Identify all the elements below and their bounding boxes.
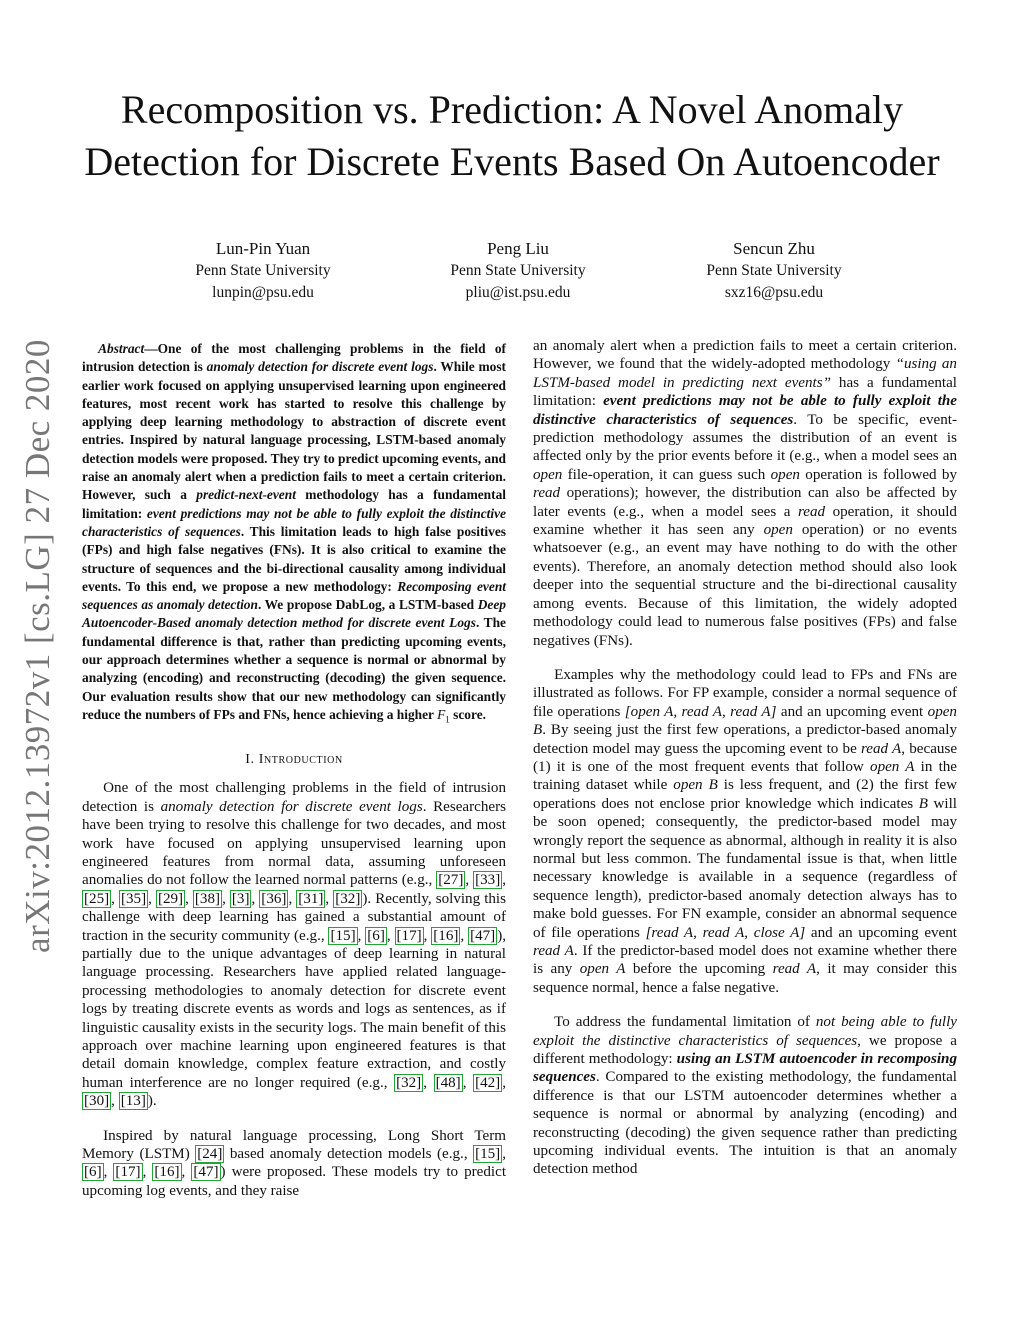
body-text: . If the predictor-based model does not examine whether there is any: [533, 943, 957, 978]
citation-link[interactable]: [6]: [367, 927, 385, 944]
body-text: operation) or no events whatsoever (e.g., an event may have nothing to do with the other events). Therefore, an anomaly detection method should also look deeper into the sequential structure and the bi-directional causality among events. Because of this limitation, the widely adopted methodology could lead to numerous false positives (FPs) and false negatives (FNs).: [533, 522, 957, 649]
math-subscript: 1: [445, 714, 450, 725]
body-emphasis: read: [797, 503, 826, 520]
body-text: file-operation, it can guess such: [562, 466, 771, 483]
citation-link[interactable]: [27]: [438, 872, 464, 889]
abstract-emphasis: event predictions may not be able to fully exploit the distinctive characteristics of sequences: [82, 505, 506, 539]
abstract-text: . We propose DabLog, a LSTM-based: [257, 597, 478, 613]
citation-link[interactable]: [30]: [84, 1093, 110, 1110]
author-block-3: [654, 238, 894, 304]
body-text: . Compared to the existing methodology, the fundamental difference is that our LSTM autoencoder determines whether a sequence is normal or abnormal by analyzing (encoding) and reconstructing (decoding) the given sequence rather than predicting upcoming individual events. The intuition is that an anomaly detection method: [533, 1069, 957, 1178]
citation-link[interactable]: [16]: [154, 1164, 180, 1181]
body-text: and an upcoming event: [805, 924, 957, 941]
body-emphasis: read A: [533, 943, 574, 959]
author-name: Lun-Pin Yuan: [215, 239, 311, 258]
author-affiliation: Penn State University: [450, 262, 586, 279]
paragraph-gap: [533, 650, 957, 666]
citation-link[interactable]: [17]: [115, 1164, 141, 1181]
abstract-text: score.: [449, 706, 486, 722]
abstract-emphasis: anomaly detection for discrete event logs: [206, 359, 434, 375]
author-block-2: [398, 238, 638, 304]
body-emphasis: read A: [772, 961, 817, 978]
body-strong-emphasis: event predictions may not be able to fully exploit the distinctive characteristics of sequences: [533, 393, 957, 428]
arxiv-stamp: arXiv:2012.13972v1 [cs.LG] 27 Dec 2020: [18, 339, 58, 953]
citation-link[interactable]: [24]: [197, 1146, 223, 1163]
citation-link[interactable]: [32]: [335, 890, 361, 907]
body-text: ) were proposed. These models try to predict upcoming log events, and they raise: [82, 1164, 507, 1199]
paragraph-gap: [82, 1111, 506, 1127]
body-text: an anomaly alert when a prediction fails to meet a certain criterion. However, we found that the widely-adopted methodology: [533, 338, 957, 373]
citation-link[interactable]: [17]: [396, 927, 422, 944]
body-text: in the training dataset while: [533, 758, 958, 794]
body-emphasis: open A: [870, 758, 915, 775]
body-emphasis: read A: [860, 740, 902, 757]
math-f: F: [437, 706, 446, 722]
body-text: is less frequent, and (2) the first few operations does not enclose prior knowledge which indicates: [533, 777, 957, 812]
citation-link[interactable]: [31]: [298, 890, 324, 907]
body-text: has a fundamental limitation:: [533, 374, 957, 410]
body-emphasis: open B: [673, 777, 718, 794]
abstract-text: methodology has a fundamental limitation:: [82, 487, 506, 521]
body-emphasis: open B: [533, 703, 957, 739]
author-affiliation: Penn State University: [195, 262, 331, 279]
author-name: Sencun Zhu: [733, 239, 815, 258]
abstract-emphasis: Deep Autoencoder-Based anomaly detection method for discrete event Logs: [82, 597, 506, 631]
body-text: . To be specific, event-prediction methodology assumes the distribution of an event is affected only by the prior events before it (e.g., when a model sees an: [533, 411, 957, 465]
right-paragraph-2: [533, 666, 957, 997]
abstract-text: . The fundamental difference is that, rather than predicting upcoming events, our approach determines whether a sequence is normal or abnormal by analyzing (encoding) and reconstructing (decoding) the given sequence. Our evaluation results show that our new methodology can significantly reduce the numbers of FPs and FNs, hence achieving a higher: [82, 615, 506, 722]
body-text: Inspired by natural language processing, Long Short Term Memory (LSTM): [82, 1127, 506, 1163]
citation-link[interactable]: [36]: [261, 890, 287, 907]
body-text: . Researchers have been trying to resolve this challenge for two decades, and most work have focused on applying unsupervised learning upon engineered features from normal data, assuming unforeseen anomalies do not follow the learned normal patterns (e.g.,: [82, 798, 506, 889]
body-text: . By seeing just the first few operations, a predictor-based anomaly detection model may guess the upcoming event to be: [533, 722, 957, 757]
section-numeral: I.: [245, 751, 259, 767]
intro-paragraph-2: Inspired by natural language processing, Long Short Term Memory (LSTM) [24] based anomaly detection models (e.g., [15] , [6] , [17] , [16] , [47] ) were proposed. These models try to predict upcoming log events, and they raise: [82, 1127, 507, 1199]
math-sequence: [read A, read A, close A]: [645, 924, 806, 941]
body-text: Examples why the methodology could lead to FPs and FNs are illustrated as follows. For FP example, consider a normal sequence of file operations: [533, 666, 957, 720]
citation-link[interactable]: [15]: [475, 1146, 501, 1163]
citation-link[interactable]: [15]: [330, 927, 356, 944]
body-text: based anomaly detection models (e.g.,: [224, 1146, 474, 1163]
left-column: [82, 340, 506, 1200]
body-strong-emphasis: using an LSTM autoencoder in recomposing sequences: [533, 1051, 957, 1086]
abstract-label: Abstract: [98, 341, 145, 356]
citation-link[interactable]: [3]: [231, 890, 250, 907]
body-text: before the upcoming: [625, 961, 773, 978]
body-text: To address the fundamental limitation of: [554, 1014, 816, 1031]
section-heading: [82, 751, 506, 769]
arxiv-stamp-container: [10, 339, 66, 953]
right-column: [533, 337, 957, 1179]
author-affiliation: Penn State University: [706, 262, 842, 279]
body-text: and an upcoming event: [776, 703, 928, 720]
body-text: One of the most challenging problems in the field of intrusion detection is: [82, 780, 506, 815]
body-emphasis: open: [533, 466, 563, 483]
body-text: , because (1) it is one of the most frequent events that follow: [533, 740, 958, 775]
right-paragraph-3: [533, 1013, 957, 1179]
citation-link[interactable]: [35]: [120, 890, 147, 907]
body-text: operation, it should examine whether it has seen any: [533, 503, 957, 539]
author-email: lunpin@psu.edu: [212, 284, 314, 301]
body-text: operations); however, the distribution can also be affected by later events (e.g., when a model sees a: [533, 485, 957, 520]
body-emphasis: open A: [579, 961, 626, 978]
citation-link[interactable]: [25]: [84, 890, 110, 907]
body-emphasis: anomaly detection for discrete event logs: [160, 798, 423, 815]
body-text: ), partially due to the unique advantages of deep learning in natural language processing. Researchers have applied related language-processing methodologies to anomaly detection for discrete event logs by treating discrete events as words and logs as sentences, as if linguistic causality exists in the security logs. The main benefit of this approach over machine learning upon engineered features is that detail domain knowledge, complex feature extraction, and costly human interference are no longer required (e.g.,: [82, 927, 507, 1091]
body-text: operation is followed by: [799, 466, 957, 483]
body-text: will be soon opened; consequently, the predictor-based model may wrongly report the sequence as abnormal, although in reality it is also normal but less common. The fundamental issue is that, when little necessary knowledge is available in a sequence (regardless of sequence length), predictor-based anomaly detection always has to make bold guesses. For FN example, consider an abnormal sequence of file operations: [533, 795, 957, 941]
body-emphasis: open: [763, 522, 793, 539]
body-emphasis: open: [770, 466, 800, 483]
citation-link[interactable]: [29]: [157, 890, 184, 907]
citation-link[interactable]: [42]: [475, 1074, 501, 1091]
body-emphasis: “using an LSTM-based model in predicting next events”: [533, 356, 957, 391]
intro-paragraph-1: One of the most challenging problems in the field of intrusion detection is anomaly detection for discrete event logs. Researchers have been trying to resolve this challenge for two decades, and most work have focused on applying unsupervised learning upon engineered features from normal data, assuming unforeseen anomalies do not follow the learned normal patterns (e.g., [27] , [33] , [25] , [35] , [29] , [38] , [3] , [36] , [31] , [32] ). Recently, solving this challenge with deep learning has gained a substantial amount of traction in the security community (e.g., [15] , [6] , [17] , [16] , [47] ), partially due to the unique advantages of deep learning in natural language processing. Researchers have applied related language-processing methodologies to anomaly detection for discrete event logs by treating discrete events as words and logs as sentences, as if linguistic causality exists in the security logs. The main benefit of this approach over machine learning upon engineered features is that detail domain knowledge, complex feature extraction, and costly human interference are no longer required (e.g., [32] , [48] , [42] , [30] , [13] ).: [82, 780, 507, 1110]
abstract-emphasis: predict-next-event: [196, 487, 296, 503]
math-sequence: [open A, read A, read A]: [624, 703, 777, 720]
abstract-text: . This limitation leads to high false positives (FPs) and high false negatives (FNs). It is also critical to examine the structure of sequences and the bi-directional causality among individual events. To this end, we propose a new methodology:: [82, 523, 506, 594]
body-emphasis: read: [533, 485, 561, 502]
citation-link[interactable]: [38]: [194, 890, 221, 907]
right-paragraph-1: [533, 337, 957, 650]
body-text: , we propose a different methodology:: [533, 1032, 957, 1068]
body-text: , it may consider this sequence normal, hence a false negative.: [533, 961, 957, 996]
author-email: pliu@ist.psu.edu: [465, 284, 571, 301]
paragraph-gap: [533, 997, 957, 1013]
body-text: ). Recently, solving this challenge with deep learning has gained a substantial amount of traction in the security community (e.g.,: [82, 890, 506, 944]
abstract-text: —One of the most challenging problems in the field of intrusion detection is: [82, 341, 506, 375]
citation-link[interactable]: [47]: [193, 1164, 219, 1181]
abstract-text: . While most earlier work focused on applying unsupervised learning upon engineered features, most recent work has started to resolve this challenge by applying deep learning methodology to abstraction of discrete event entries. Inspired by natural language processing, LSTM-based anomaly detection models were proposed. They try to predict upcoming events, and raise an anomaly alert when a prediction fails to meet a certain criterion. However, such a: [82, 359, 507, 503]
body-text: ).: [147, 1093, 157, 1110]
citation-link[interactable]: [32]: [396, 1074, 422, 1091]
citation-link[interactable]: [6]: [84, 1164, 102, 1181]
paper-title: Recomposition vs. Prediction: A Novel Anomaly Detection for Discrete Events Based On Autoencoder: [84, 87, 940, 184]
citation-link[interactable]: [16]: [433, 927, 459, 944]
citation-link[interactable]: [47]: [470, 927, 496, 944]
citation-link[interactable]: [13]: [120, 1093, 146, 1110]
abstract-emphasis: Recomposing event sequences as anomaly detection: [82, 578, 506, 613]
citation-link[interactable]: [48]: [435, 1074, 461, 1091]
author-name: Peng Liu: [487, 239, 549, 258]
section-title: Introduction: [258, 751, 343, 767]
citation-link[interactable]: [33]: [475, 872, 501, 889]
author-block-1: [143, 238, 383, 304]
author-email: sxz16@psu.edu: [724, 284, 824, 301]
body-emphasis: B: [918, 795, 928, 812]
body-emphasis: not being able to fully exploit the distinctive characteristics of sequences: [533, 1014, 957, 1049]
abstract: [82, 340, 506, 729]
